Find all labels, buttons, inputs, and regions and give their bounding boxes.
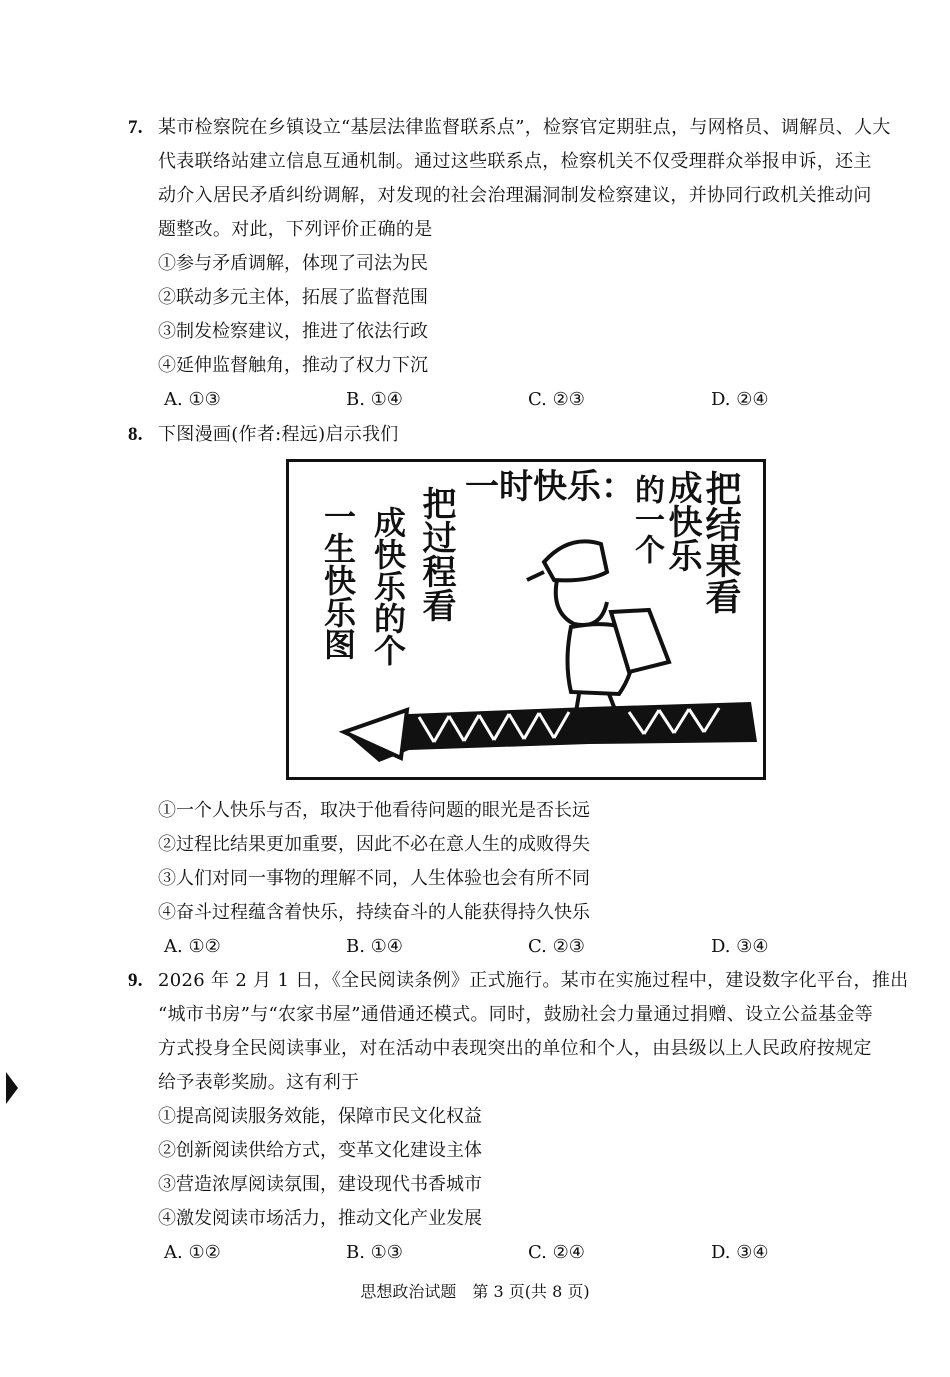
statement-option: ①一个人快乐与否，取决于他看待问题的眼光是否长远 (158, 800, 590, 821)
question-number: 7. (128, 117, 143, 138)
cartoon-caption: 把过程看 (416, 486, 456, 622)
page-footer: 思想政治试题 第 3 页(共 8 页) (360, 1282, 590, 1301)
question-number: 8. (128, 424, 143, 445)
page-edge-marker (6, 1072, 18, 1104)
cartoon-caption: 一时快乐： (465, 467, 635, 507)
choice-b[interactable]: B. ①③ (346, 1242, 403, 1263)
question-9 (128, 964, 909, 1270)
choice-a[interactable]: A. ①② (164, 1242, 221, 1263)
statement-option: ④延伸监督触角，推动了权力下沉 (158, 355, 428, 376)
cartoon-caption: 把结果看 (700, 470, 741, 614)
statement-option: ②联动多元主体，拓展了监督范围 (158, 287, 428, 308)
question-8-options (128, 794, 903, 964)
choice-c[interactable]: C. ②③ (528, 389, 585, 410)
choice-d[interactable]: D. ②④ (711, 389, 769, 410)
choice-d[interactable]: D. ③④ (711, 936, 769, 957)
statement-option: ③制发检察建议，推进了依法行政 (158, 321, 428, 342)
question-text: 给予表彰奖励。这有利于 (158, 1072, 360, 1093)
choice-a[interactable]: A. ①③ (164, 389, 221, 410)
choice-c[interactable]: C. ②③ (528, 936, 585, 957)
statement-option: ①参与矛盾调解，体现了司法为民 (158, 253, 428, 274)
choice-b[interactable]: B. ①④ (346, 389, 403, 410)
answer-choices (128, 383, 903, 417)
walker-figure (527, 541, 669, 724)
statement-option: ④奋斗过程蕴含着快乐，持续奋斗的人能获得持久快乐 (158, 902, 590, 923)
statement-option: ③营造浓厚阅读氛围，建设现代书香城市 (158, 1174, 482, 1195)
cartoon-caption: 成快乐的个 (369, 506, 407, 666)
answer-choices (128, 930, 903, 964)
statement-option: ③人们对同一事物的理解不同，人生体验也会有所不同 (158, 868, 590, 889)
question-text: 2026 年 2 月 1 日，《全民阅读条例》正式施行。某市在实施过程中，建设数字化平台，推出 (158, 970, 909, 991)
question-number: 9. (128, 970, 143, 991)
statement-option: ①提高阅读服务效能，保障市民文化权益 (158, 1106, 482, 1127)
question-text: 动介入居民矛盾纠纷调解，对发现的社会治理漏洞制发检察建议，并协同行政机关推动问 (158, 185, 872, 206)
choice-c[interactable]: C. ②④ (528, 1242, 585, 1263)
question-text: 下图漫画(作者:程远)启示我们 (158, 424, 399, 445)
question-8 (128, 418, 903, 452)
question-text: 题整改。对此，下列评价正确的是 (158, 219, 433, 240)
question-text: 方式投身全民阅读事业，对在活动中表现突出的单位和个人，由县级以上人民政府按规定 (158, 1038, 872, 1059)
statement-option: ②创新阅读供给方式，变革文化建设主体 (158, 1140, 482, 1161)
statement-option: ④激发阅读市场活力，推动文化产业发展 (158, 1208, 482, 1229)
question-7 (128, 111, 903, 417)
choice-b[interactable]: B. ①④ (346, 936, 403, 957)
cartoon-image (286, 459, 766, 780)
cartoon-caption: 的一个 (629, 474, 664, 564)
question-text: “城市书房”与“农家书屋”通借通还模式。同时，鼓励社会力量通过捐赠、设立公益基金等 (158, 1004, 874, 1025)
choice-d[interactable]: D. ③④ (711, 1242, 769, 1263)
cartoon-caption: 一生快乐图 (319, 500, 357, 660)
choice-a[interactable]: A. ①② (164, 936, 221, 957)
question-text: 某市检察院在乡镇设立“基层法律监督联系点”，检察官定期驻点，与网格员、调解员、人大 (158, 117, 891, 138)
answer-choices (128, 1236, 903, 1270)
cartoon-caption: 成快乐 (662, 470, 702, 572)
statement-option: ②过程比结果更加重要，因此不必在意人生的成败得失 (158, 834, 590, 855)
question-text: 代表联络站建立信息互通机制。通过这些联系点，检察机关不仅受理群众举报申诉，还主 (158, 151, 872, 172)
